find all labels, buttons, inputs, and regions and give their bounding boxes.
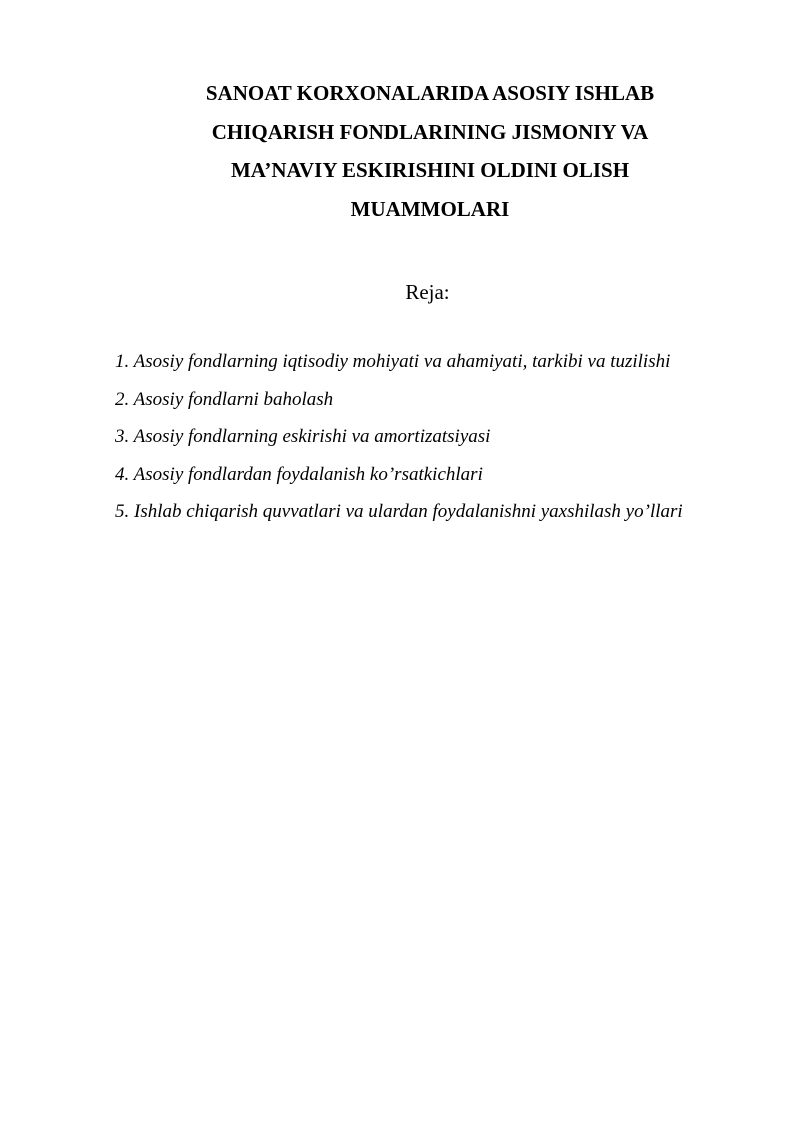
title-line: SANOAT KORXONALARIDA ASOSIY ISHLAB [205,81,655,105]
document-title [140,74,720,228]
plan-item: 2. Asosiy fondlarni baholash [115,388,334,410]
plan-item: 4. Asosiy fondlardan foydalanish ko’rsatkichlari [115,463,483,485]
title-line: CHIQARISH FONDLARINING JISMONIY VA [211,119,649,144]
plan-heading: Reja: [405,280,450,304]
plan-list [115,343,715,531]
plan-item: 5. Ishlab chiqarish quvvatlari va ulardan foydalanishni yaxshilash yo’llari [115,501,683,522]
plan-item: 3. Asosiy fondlarning eskirishi va amortizatsiyasi [115,426,491,447]
title-line: MA’NAVIY ESKIRISHINI OLDINI OLISH [230,158,630,182]
title-line: MUAMMOLARI [350,196,510,221]
plan-item: 1. Asosiy fondlarning iqtisodiy mohiyati va ahamiyati, tarkibi va tuzilishi [115,351,671,372]
